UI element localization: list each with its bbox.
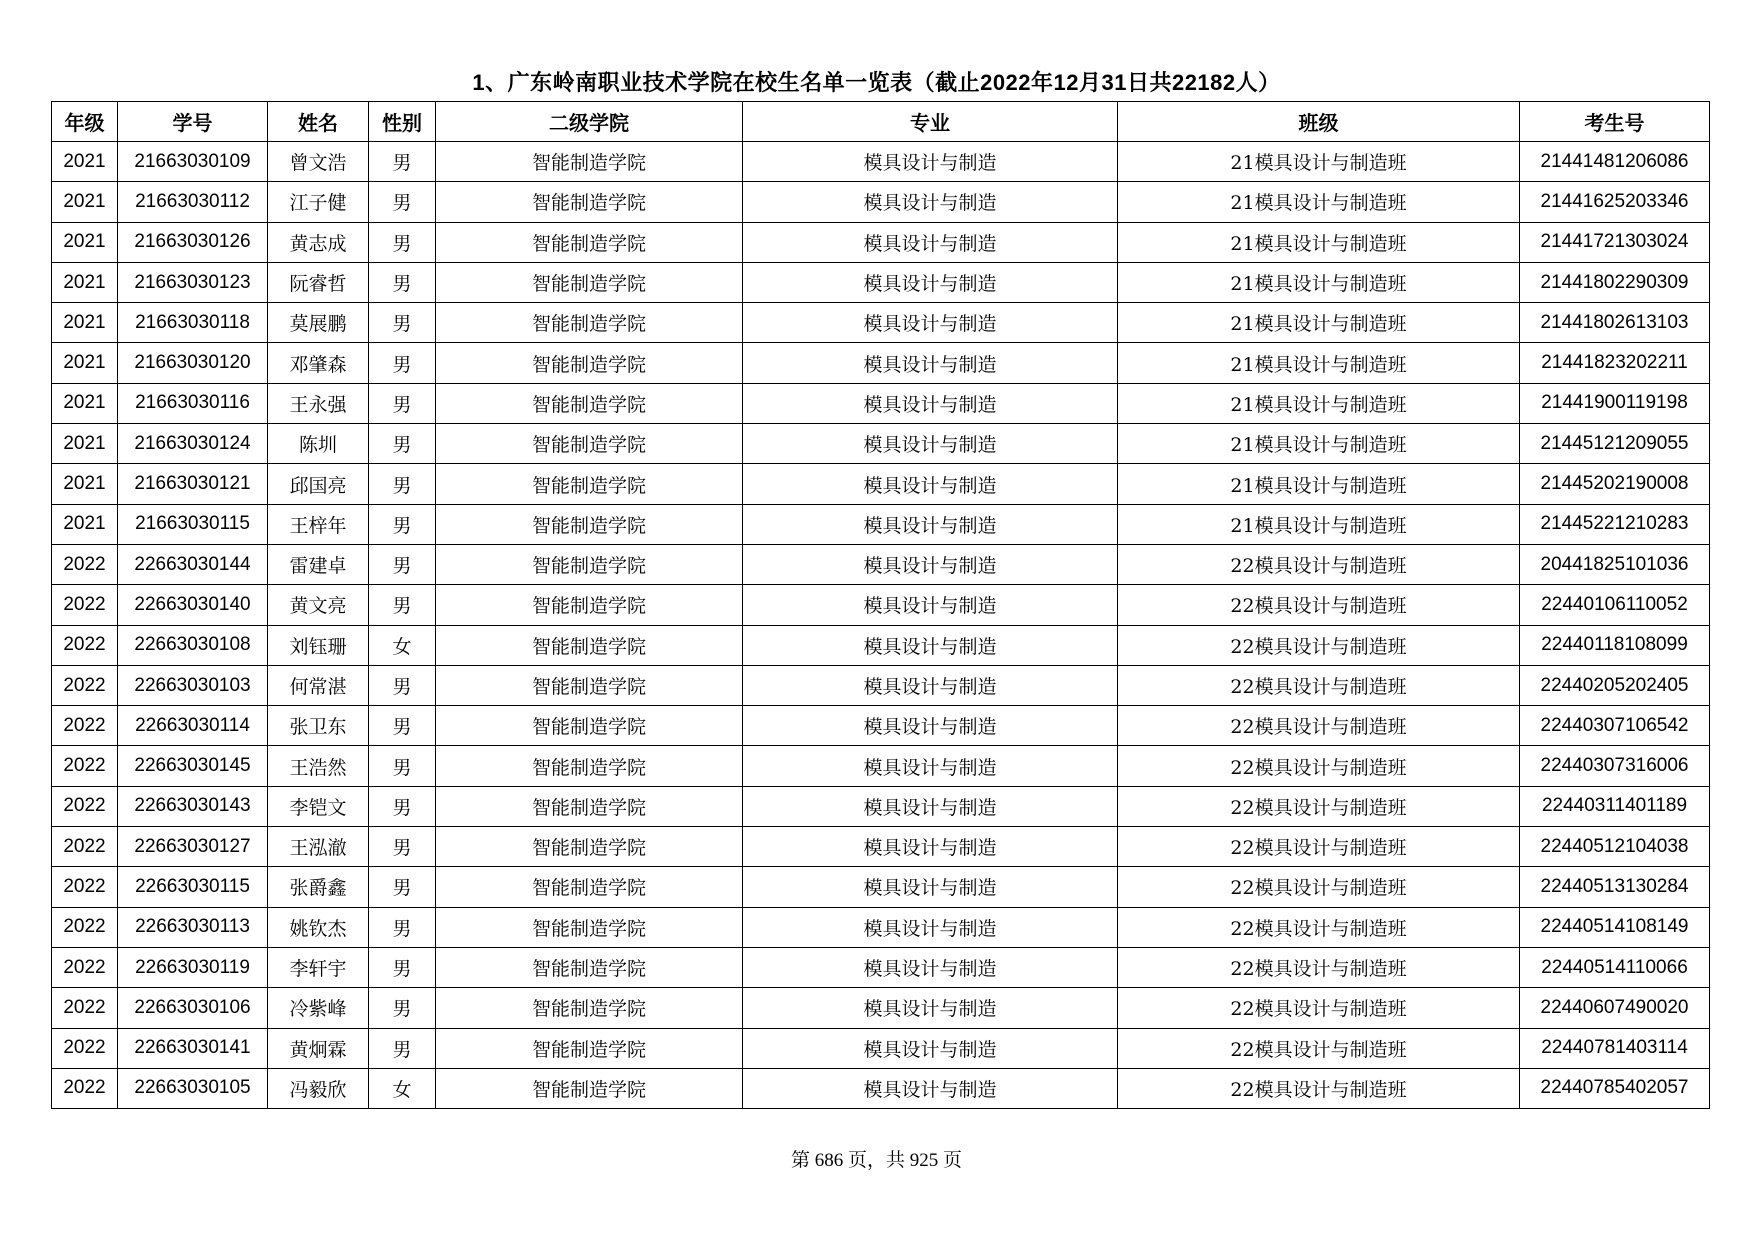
grade-cell: 2021 — [52, 262, 118, 302]
exam-number-cell: 22440781403114 — [1520, 1028, 1710, 1068]
exam-number-cell: 22440607490020 — [1520, 988, 1710, 1028]
class-cell: 21模具设计与制造班 — [1118, 222, 1520, 262]
major-cell: 模具设计与制造 — [743, 383, 1118, 423]
gender-cell: 男 — [369, 182, 436, 222]
student-id-cell: 21663030115 — [118, 504, 268, 544]
college-cell: 智能制造学院 — [436, 303, 743, 343]
name-cell: 陈圳 — [268, 424, 369, 464]
name-cell: 黄文亮 — [268, 585, 369, 625]
name-cell: 何常湛 — [268, 665, 369, 705]
gender-cell: 男 — [369, 1028, 436, 1068]
grade-cell: 2022 — [52, 625, 118, 665]
table-row — [52, 303, 1710, 343]
college-cell: 智能制造学院 — [436, 988, 743, 1028]
major-cell: 模具设计与制造 — [743, 343, 1118, 383]
name-cell: 王泓澈 — [268, 827, 369, 867]
exam-number-cell: 22440311401189 — [1520, 786, 1710, 826]
college-cell: 智能制造学院 — [436, 262, 743, 302]
table-row — [52, 827, 1710, 867]
name-cell: 张爵鑫 — [268, 867, 369, 907]
major-cell: 模具设计与制造 — [743, 746, 1118, 786]
major-cell: 模具设计与制造 — [743, 867, 1118, 907]
name-cell: 莫展鹏 — [268, 303, 369, 343]
grade-cell: 2022 — [52, 988, 118, 1028]
column-header-class: 班级 — [1118, 102, 1520, 142]
major-cell: 模具设计与制造 — [743, 1028, 1118, 1068]
college-cell: 智能制造学院 — [436, 947, 743, 987]
grade-cell: 2022 — [52, 1068, 118, 1108]
exam-number-cell: 22440205202405 — [1520, 665, 1710, 705]
grade-cell: 2021 — [52, 464, 118, 504]
gender-cell: 男 — [369, 786, 436, 826]
gender-cell: 男 — [369, 504, 436, 544]
name-cell: 黄炯霖 — [268, 1028, 369, 1068]
name-cell: 邓肇森 — [268, 343, 369, 383]
table-row — [52, 544, 1710, 584]
student-id-cell: 22663030108 — [118, 625, 268, 665]
gender-cell: 男 — [369, 383, 436, 423]
name-cell: 王浩然 — [268, 746, 369, 786]
class-cell: 21模具设计与制造班 — [1118, 182, 1520, 222]
college-cell: 智能制造学院 — [436, 786, 743, 826]
column-header-student-id: 学号 — [118, 102, 268, 142]
column-header-major: 专业 — [743, 102, 1118, 142]
gender-cell: 男 — [369, 303, 436, 343]
gender-cell: 女 — [369, 1068, 436, 1108]
gender-cell: 女 — [369, 625, 436, 665]
table-row — [52, 424, 1710, 464]
major-cell: 模具设计与制造 — [743, 464, 1118, 504]
table-header-row — [52, 102, 1710, 142]
class-cell: 21模具设计与制造班 — [1118, 303, 1520, 343]
grade-cell: 2022 — [52, 867, 118, 907]
major-cell: 模具设计与制造 — [743, 947, 1118, 987]
name-cell: 李轩宇 — [268, 947, 369, 987]
exam-number-cell: 22440513130284 — [1520, 867, 1710, 907]
page-number-footer: 第 686 页，共 925 页 — [790, 1150, 962, 1171]
college-cell: 智能制造学院 — [436, 827, 743, 867]
class-cell: 22模具设计与制造班 — [1118, 947, 1520, 987]
student-id-cell: 21663030116 — [118, 383, 268, 423]
exam-number-cell: 22440307316006 — [1520, 746, 1710, 786]
grade-cell: 2022 — [52, 746, 118, 786]
exam-number-cell: 21441481206086 — [1520, 142, 1710, 182]
exam-number-cell: 21441823202211 — [1520, 343, 1710, 383]
college-cell: 智能制造学院 — [436, 1068, 743, 1108]
student-id-cell: 21663030120 — [118, 343, 268, 383]
class-cell: 22模具设计与制造班 — [1118, 585, 1520, 625]
class-cell: 21模具设计与制造班 — [1118, 383, 1520, 423]
class-cell: 21模具设计与制造班 — [1118, 504, 1520, 544]
college-cell: 智能制造学院 — [436, 625, 743, 665]
class-cell: 22模具设计与制造班 — [1118, 827, 1520, 867]
grade-cell: 2021 — [52, 142, 118, 182]
college-cell: 智能制造学院 — [436, 383, 743, 423]
gender-cell: 男 — [369, 665, 436, 705]
student-id-cell: 22663030115 — [118, 867, 268, 907]
gender-cell: 男 — [369, 988, 436, 1028]
table-row — [52, 222, 1710, 262]
gender-cell: 男 — [369, 907, 436, 947]
table-row — [52, 1028, 1710, 1068]
column-header-gender: 性别 — [369, 102, 436, 142]
gender-cell: 男 — [369, 142, 436, 182]
college-cell: 智能制造学院 — [436, 464, 743, 504]
name-cell: 李铠文 — [268, 786, 369, 826]
exam-number-cell: 21445121209055 — [1520, 424, 1710, 464]
name-cell: 刘钰珊 — [268, 625, 369, 665]
class-cell: 22模具设计与制造班 — [1118, 706, 1520, 746]
college-cell: 智能制造学院 — [436, 665, 743, 705]
major-cell: 模具设计与制造 — [743, 544, 1118, 584]
name-cell: 阮睿哲 — [268, 262, 369, 302]
major-cell: 模具设计与制造 — [743, 907, 1118, 947]
table-row — [52, 786, 1710, 826]
class-cell: 22模具设计与制造班 — [1118, 988, 1520, 1028]
name-cell: 姚钦杰 — [268, 907, 369, 947]
gender-cell: 男 — [369, 827, 436, 867]
college-cell: 智能制造学院 — [436, 343, 743, 383]
table-body — [52, 142, 1710, 1109]
table-row — [52, 142, 1710, 182]
major-cell: 模具设计与制造 — [743, 706, 1118, 746]
student-id-cell: 22663030140 — [118, 585, 268, 625]
college-cell: 智能制造学院 — [436, 706, 743, 746]
class-cell: 22模具设计与制造班 — [1118, 786, 1520, 826]
grade-cell: 2021 — [52, 504, 118, 544]
student-roster-table — [51, 101, 1710, 1109]
college-cell: 智能制造学院 — [436, 907, 743, 947]
gender-cell: 男 — [369, 424, 436, 464]
grade-cell: 2022 — [52, 1028, 118, 1068]
grade-cell: 2022 — [52, 585, 118, 625]
exam-number-cell: 21441625203346 — [1520, 182, 1710, 222]
college-cell: 智能制造学院 — [436, 544, 743, 584]
table-row — [52, 746, 1710, 786]
major-cell: 模具设计与制造 — [743, 988, 1118, 1028]
student-id-cell: 22663030141 — [118, 1028, 268, 1068]
college-cell: 智能制造学院 — [436, 142, 743, 182]
grade-cell: 2021 — [52, 222, 118, 262]
table-row — [52, 947, 1710, 987]
class-cell: 21模具设计与制造班 — [1118, 464, 1520, 504]
student-id-cell: 21663030124 — [118, 424, 268, 464]
student-id-cell: 22663030105 — [118, 1068, 268, 1108]
student-id-cell: 22663030103 — [118, 665, 268, 705]
name-cell: 冷紫峰 — [268, 988, 369, 1028]
major-cell: 模具设计与制造 — [743, 504, 1118, 544]
exam-number-cell: 22440512104038 — [1520, 827, 1710, 867]
gender-cell: 男 — [369, 947, 436, 987]
table-row — [52, 585, 1710, 625]
name-cell: 江子健 — [268, 182, 369, 222]
page-title: 1、广东岭南职业技术学院在校生名单一览表（截止2022年12月31日共22182人） — [472, 70, 1281, 95]
exam-number-cell: 22440514108149 — [1520, 907, 1710, 947]
gender-cell: 男 — [369, 706, 436, 746]
class-cell: 21模具设计与制造班 — [1118, 142, 1520, 182]
student-id-cell: 22663030113 — [118, 907, 268, 947]
column-header-college: 二级学院 — [436, 102, 743, 142]
class-cell: 21模具设计与制造班 — [1118, 343, 1520, 383]
exam-number-cell: 21445221210283 — [1520, 504, 1710, 544]
name-cell: 张卫东 — [268, 706, 369, 746]
major-cell: 模具设计与制造 — [743, 222, 1118, 262]
grade-cell: 2022 — [52, 665, 118, 705]
grade-cell: 2021 — [52, 182, 118, 222]
class-cell: 22模具设计与制造班 — [1118, 665, 1520, 705]
table-row — [52, 343, 1710, 383]
gender-cell: 男 — [369, 867, 436, 907]
major-cell: 模具设计与制造 — [743, 585, 1118, 625]
exam-number-cell: 21441802613103 — [1520, 303, 1710, 343]
table-row — [52, 262, 1710, 302]
major-cell: 模具设计与制造 — [743, 424, 1118, 464]
grade-cell: 2021 — [52, 303, 118, 343]
college-cell: 智能制造学院 — [436, 746, 743, 786]
student-id-cell: 21663030109 — [118, 142, 268, 182]
grade-cell: 2021 — [52, 343, 118, 383]
class-cell: 22模具设计与制造班 — [1118, 907, 1520, 947]
major-cell: 模具设计与制造 — [743, 303, 1118, 343]
grade-cell: 2022 — [52, 706, 118, 746]
major-cell: 模具设计与制造 — [743, 1068, 1118, 1108]
student-id-cell: 22663030145 — [118, 746, 268, 786]
student-id-cell: 22663030119 — [118, 947, 268, 987]
gender-cell: 男 — [369, 464, 436, 504]
name-cell: 黄志成 — [268, 222, 369, 262]
major-cell: 模具设计与制造 — [743, 786, 1118, 826]
major-cell: 模具设计与制造 — [743, 142, 1118, 182]
column-header-name: 姓名 — [268, 102, 369, 142]
college-cell: 智能制造学院 — [436, 182, 743, 222]
major-cell: 模具设计与制造 — [743, 827, 1118, 867]
name-cell: 王梓年 — [268, 504, 369, 544]
table-row — [52, 504, 1710, 544]
class-cell: 21模具设计与制造班 — [1118, 424, 1520, 464]
table-row — [52, 867, 1710, 907]
college-cell: 智能制造学院 — [436, 585, 743, 625]
exam-number-cell: 21441721303024 — [1520, 222, 1710, 262]
table-row — [52, 1068, 1710, 1108]
student-id-cell: 22663030143 — [118, 786, 268, 826]
major-cell: 模具设计与制造 — [743, 262, 1118, 302]
table-row — [52, 665, 1710, 705]
student-id-cell: 21663030118 — [118, 303, 268, 343]
grade-cell: 2022 — [52, 786, 118, 826]
grade-cell: 2022 — [52, 947, 118, 987]
table-row — [52, 383, 1710, 423]
student-id-cell: 22663030144 — [118, 544, 268, 584]
exam-number-cell: 22440514110066 — [1520, 947, 1710, 987]
exam-number-cell: 21445202190008 — [1520, 464, 1710, 504]
table-row — [52, 182, 1710, 222]
college-cell: 智能制造学院 — [436, 867, 743, 907]
student-id-cell: 21663030112 — [118, 182, 268, 222]
class-cell: 21模具设计与制造班 — [1118, 262, 1520, 302]
major-cell: 模具设计与制造 — [743, 625, 1118, 665]
college-cell: 智能制造学院 — [436, 424, 743, 464]
college-cell: 智能制造学院 — [436, 1028, 743, 1068]
gender-cell: 男 — [369, 746, 436, 786]
name-cell: 雷建卓 — [268, 544, 369, 584]
table-row — [52, 625, 1710, 665]
gender-cell: 男 — [369, 262, 436, 302]
gender-cell: 男 — [369, 222, 436, 262]
gender-cell: 男 — [369, 585, 436, 625]
exam-number-cell: 22440785402057 — [1520, 1068, 1710, 1108]
grade-cell: 2022 — [52, 827, 118, 867]
student-id-cell: 21663030121 — [118, 464, 268, 504]
gender-cell: 男 — [369, 544, 436, 584]
gender-cell: 男 — [369, 343, 436, 383]
name-cell: 邱国亮 — [268, 464, 369, 504]
table-row — [52, 988, 1710, 1028]
student-id-cell: 21663030126 — [118, 222, 268, 262]
grade-cell: 2021 — [52, 424, 118, 464]
class-cell: 22模具设计与制造班 — [1118, 1068, 1520, 1108]
student-id-cell: 21663030123 — [118, 262, 268, 302]
name-cell: 曾文浩 — [268, 142, 369, 182]
college-cell: 智能制造学院 — [436, 222, 743, 262]
class-cell: 22模具设计与制造班 — [1118, 746, 1520, 786]
exam-number-cell: 20441825101036 — [1520, 544, 1710, 584]
exam-number-cell: 21441802290309 — [1520, 262, 1710, 302]
student-id-cell: 22663030106 — [118, 988, 268, 1028]
name-cell: 王永强 — [268, 383, 369, 423]
table-row — [52, 706, 1710, 746]
exam-number-cell: 22440307106542 — [1520, 706, 1710, 746]
exam-number-cell: 22440118108099 — [1520, 625, 1710, 665]
major-cell: 模具设计与制造 — [743, 665, 1118, 705]
student-id-cell: 22663030114 — [118, 706, 268, 746]
column-header-exam-number: 考生号 — [1520, 102, 1710, 142]
column-header-grade: 年级 — [52, 102, 118, 142]
grade-cell: 2022 — [52, 544, 118, 584]
grade-cell: 2022 — [52, 907, 118, 947]
class-cell: 22模具设计与制造班 — [1118, 1028, 1520, 1068]
exam-number-cell: 22440106110052 — [1520, 585, 1710, 625]
class-cell: 22模具设计与制造班 — [1118, 867, 1520, 907]
major-cell: 模具设计与制造 — [743, 182, 1118, 222]
table-row — [52, 907, 1710, 947]
class-cell: 22模具设计与制造班 — [1118, 544, 1520, 584]
name-cell: 冯毅欣 — [268, 1068, 369, 1108]
grade-cell: 2021 — [52, 383, 118, 423]
class-cell: 22模具设计与制造班 — [1118, 625, 1520, 665]
table-row — [52, 464, 1710, 504]
college-cell: 智能制造学院 — [436, 504, 743, 544]
student-id-cell: 22663030127 — [118, 827, 268, 867]
exam-number-cell: 21441900119198 — [1520, 383, 1710, 423]
